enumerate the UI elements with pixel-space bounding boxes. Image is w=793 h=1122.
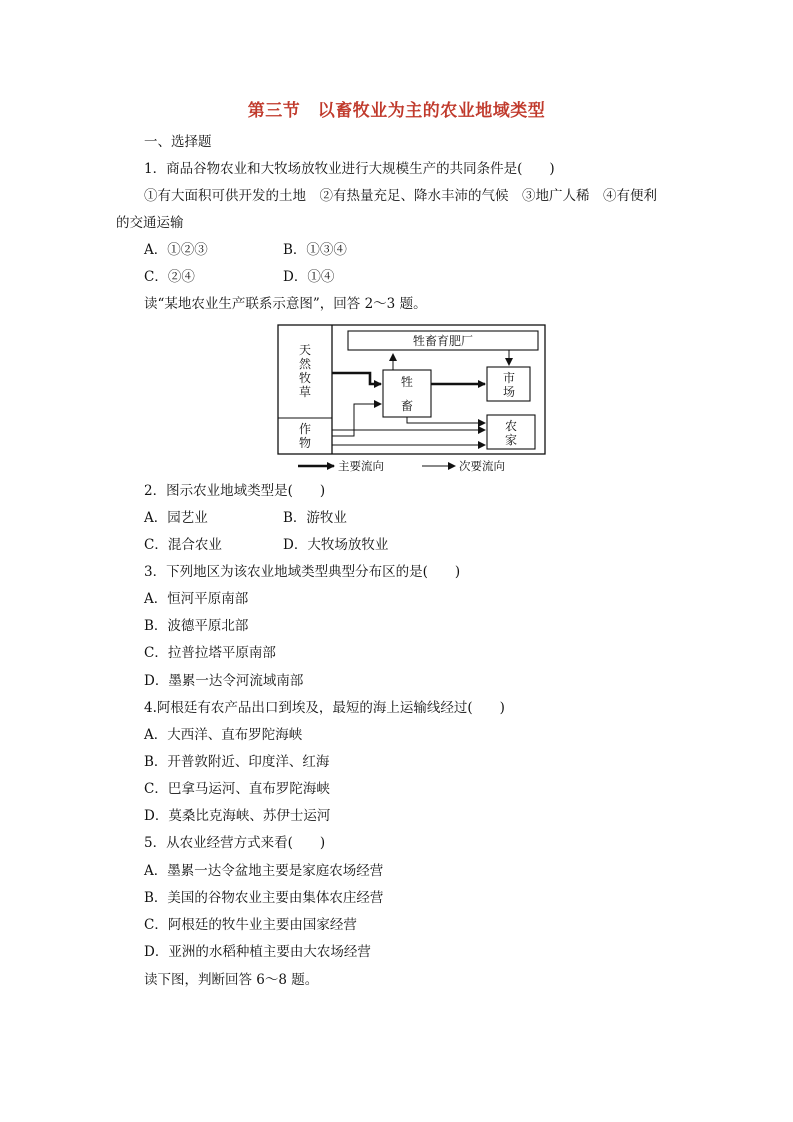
q1-conditions-line1: ①有大面积可供开发的土地 ②有热量充足、降水丰沛的气候 ③地广人稀 ④有便利 — [144, 188, 657, 204]
livestock-label-2: 畜 — [400, 399, 414, 413]
q5-stem: 5．从农业经营方式来看( ) — [144, 835, 326, 851]
q2-option-b: B．游牧业 — [283, 510, 347, 526]
q3-option-a: A．恒河平原南部 — [144, 591, 249, 607]
q1-stem: 1．商品谷物农业和大牧场放牧业进行大规模生产的共同条件是( ) — [144, 161, 555, 177]
agriculture-diagram — [270, 320, 555, 480]
market-label-1: 市 — [502, 371, 516, 385]
q2-option-d: D．大牧场放牧业 — [283, 537, 389, 553]
sub-flow-crop-to-livestock — [332, 404, 381, 436]
pasture-label-2: 然 — [298, 357, 312, 371]
legend-main-label: 主要流向 — [338, 459, 384, 473]
q3-option-c: C．拉普拉塔平原南部 — [144, 645, 276, 661]
q1-conditions-line2: 的交通运输 — [116, 215, 184, 231]
q2-option-c: C．混合农业 — [144, 537, 222, 553]
pasture-label-3: 牧 — [298, 371, 312, 385]
sub-flow-livestock-to-farm — [407, 417, 485, 423]
legend-sub-label: 次要流向 — [459, 459, 505, 473]
q3-option-b: B．波德平原北部 — [144, 618, 249, 634]
livestock-label-1: 牲 — [400, 375, 414, 389]
q3-stem: 3．下列地区为该农业地域类型典型分布区的是( ) — [144, 564, 461, 580]
q5-option-d: D．亚洲的水稻种植主要由大农场经营 — [144, 944, 371, 960]
q4-stem: 4.阿根廷有农产品出口到埃及，最短的海上运输线经过( ) — [144, 700, 505, 716]
q5-option-b: B．美国的谷物农业主要由集体农庄经营 — [144, 890, 384, 906]
q1-option-a: A．①②③ — [144, 242, 208, 258]
q4-option-a: A．大西洋、直布罗陀海峡 — [144, 727, 303, 743]
farm-label-2: 家 — [504, 433, 518, 447]
crop-label-2: 物 — [298, 436, 312, 450]
intro-q2-3: 读“某地农业生产联系示意图”，回答 2～3 题。 — [144, 296, 427, 312]
market-label-2: 场 — [502, 385, 516, 399]
q2-option-a: A．园艺业 — [144, 510, 208, 526]
q2-stem: 2．图示农业地域类型是( ) — [144, 483, 326, 499]
intro-q6-8: 读下图，判断回答 6～8 题。 — [144, 972, 319, 988]
q1-option-b: B．①③④ — [283, 242, 347, 258]
pasture-label-4: 草 — [298, 385, 312, 399]
crop-label-1: 作 — [298, 422, 312, 436]
q4-option-c: C．巴拿马运河、直布罗陀海峡 — [144, 781, 330, 797]
page-title: 第三节 以畜牧业为主的农业地域类型 — [247, 101, 546, 121]
q4-option-d: D．莫桑比克海峡、苏伊士运河 — [144, 808, 331, 824]
farm-label-1: 农 — [504, 419, 518, 433]
q5-option-a: A．墨累一达令盆地主要是家庭农场经营 — [144, 863, 384, 879]
q1-option-c: C．②④ — [144, 269, 195, 285]
section-heading: 一、选择题 — [144, 134, 212, 150]
q4-option-b: B．开普敦附近、印度洋、红海 — [144, 754, 330, 770]
fertilizer-factory-label: 牲畜育肥厂 — [412, 334, 474, 348]
q5-option-c: C．阿根廷的牧牛业主要由国家经营 — [144, 917, 357, 933]
q3-option-d: D．墨累一达令河流域南部 — [144, 673, 304, 689]
main-flow-pasture-to-livestock — [332, 373, 381, 384]
q1-option-d: D．①④ — [283, 269, 335, 285]
pasture-label-1: 天 — [298, 343, 312, 357]
